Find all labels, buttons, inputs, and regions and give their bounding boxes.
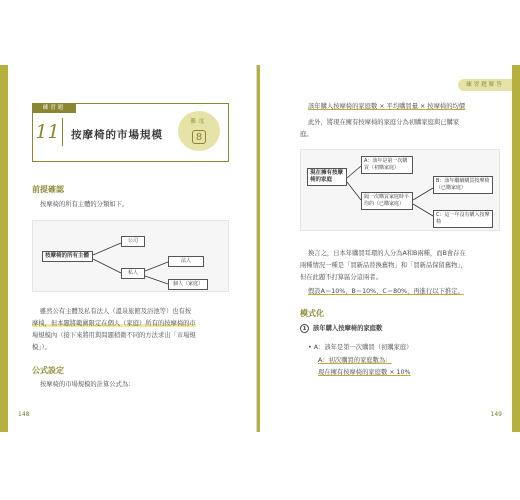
ownership-diagram: [32, 220, 229, 292]
diagram2-mid-box: 隔一次購買家庭時平均的（已購家庭）: [361, 192, 413, 210]
answer-tab: 練習題解答: [458, 79, 512, 91]
formula-line: 該年購入按摩椅的家庭數 × 平均購買量 × 按摩椅的均價: [308, 103, 466, 110]
left-page: [8, 65, 257, 432]
bullet-icon: •: [308, 344, 314, 351]
diagram-corporate: 公司: [121, 236, 145, 247]
body-line: 模」）。: [32, 344, 51, 351]
circle-number-icon: 1: [300, 324, 309, 333]
body-line: 但在此題不打算區分這兩者。: [300, 274, 382, 281]
page-number-right: 149: [490, 411, 502, 418]
a-formula: 現在擁有按摩椅的家庭數 × 10%: [318, 369, 411, 376]
exercise-title: 按摩椅的市場規模: [71, 129, 163, 141]
difficulty-label: 難度: [190, 119, 208, 125]
section-text-premise: 按摩椅的所有主體的分類如下。: [40, 201, 129, 208]
section-title-model: 模式化: [300, 309, 324, 318]
diagram-individual: 私人: [121, 268, 145, 279]
diagram-legal-person: 法人: [168, 256, 204, 267]
household-diagram: [300, 149, 500, 231]
body-line: 摩椅，但本題將範圍限定在個人（家庭）所有的按摩椅的市: [32, 320, 196, 327]
diagram2-b-box: B：該年繼續購買按摩椅（已購家庭）: [433, 176, 493, 194]
difficulty-badge: [178, 111, 220, 151]
book-spread: [0, 65, 520, 432]
exercise-tag: 練習題: [32, 103, 76, 113]
exercise-number: 11: [33, 118, 63, 146]
body-line: 兩種情況一種是「買新品替換舊物」和「買新品保留舊物」，: [300, 262, 467, 269]
section-title-formula: 公式設定: [32, 366, 64, 375]
page-number-left: 148: [18, 411, 30, 418]
exercise-header: [32, 103, 229, 162]
section-title-premise: 前提確認: [32, 185, 64, 194]
diagram2-a-box: A：該年是第一次購買（初購家庭）: [361, 156, 413, 174]
bullet-a: • A：該年是第一次購買（初購家庭）: [308, 344, 413, 351]
diagram2-c-box: C：這一年沒有購入按摩椅: [433, 210, 493, 228]
intro-line: 庭。: [300, 131, 313, 138]
body-line: 換言之，日本年購買耳環的人分為A和B兩種，而B會存在: [308, 250, 466, 257]
diagram2-root: 現在擁有按摩椅的家庭: [307, 168, 347, 186]
difficulty-value: 8: [192, 130, 206, 144]
body-line: 場規模內（接下來將用與問題稍微不同的方法求出「市場規: [32, 332, 196, 339]
a-formula-label: A：初次購買的家庭數為：: [318, 357, 392, 364]
right-page: [260, 65, 512, 432]
diagram-root: 按摩椅的所有主體: [42, 251, 93, 262]
intro-line: 此外，將現在擁有按摩椅的家庭分為初購家庭與已購家: [308, 119, 460, 126]
item-1: 1 該年購入按摩椅的家庭數: [300, 323, 382, 333]
diagram-household: 個人（家庭）: [168, 279, 208, 290]
section-text-formula: 按摩椅的市場規模的計算公式為：: [40, 381, 135, 388]
body-line: 雖然公有主體及私有法人（溫泉旅館及浴池等）也有按: [40, 308, 192, 315]
body-line: 假設A＝10%、B＝10%、C＝80%，再進行以下推定。: [308, 288, 464, 295]
